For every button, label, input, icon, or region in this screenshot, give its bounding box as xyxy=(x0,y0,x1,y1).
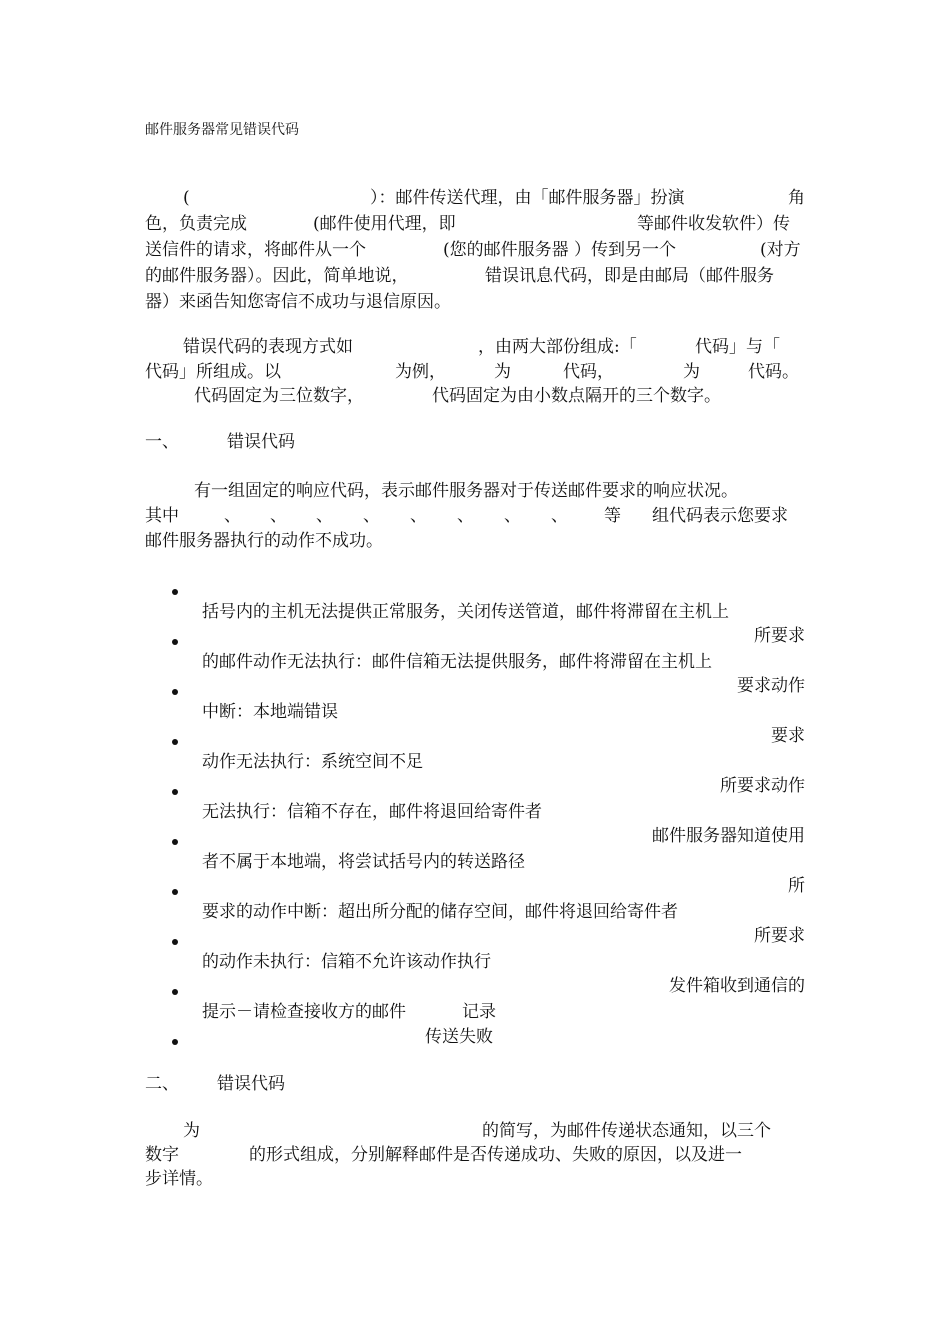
section1-number: 一、 xyxy=(145,432,179,452)
section1-para-sep: 、 xyxy=(316,506,333,526)
format-line2-a: 代码」所组成。以 xyxy=(145,362,281,382)
bullet-dot xyxy=(172,889,178,895)
intro-line1-b: ）：邮件传送代理，由「邮件服务器」扮演 xyxy=(370,188,685,208)
section1-para-line2-a: 其中 xyxy=(145,506,179,526)
bullet-6-text: 者不属于本地端，将尝试括号内的转送路径 xyxy=(202,852,525,872)
section1-para-sep: 、 xyxy=(504,506,521,526)
section1-para-line2-b: 等 xyxy=(604,506,621,526)
bullet-dot xyxy=(172,589,178,595)
section1-para-sep: 、 xyxy=(551,506,568,526)
intro-line4-a: 的邮件服务器）。因此，简单地说， xyxy=(145,266,409,286)
bullet-dot xyxy=(172,839,178,845)
bullet-7-right: 所 xyxy=(788,876,805,896)
format-line1-a: 错误代码的表现方式如 xyxy=(183,337,353,357)
bullet-3-right: 要求动作 xyxy=(737,676,805,696)
section1-para-line2-c: 组代码表示您要求 xyxy=(652,506,788,526)
format-line1-c: 代码」与「 xyxy=(695,337,780,357)
section1-para-sep: 、 xyxy=(363,506,380,526)
intro-line5: 器）来函告知您寄信不成功与退信原因。 xyxy=(145,292,451,312)
format-line1-b: ，由两大部份组成:「 xyxy=(478,337,637,357)
bullet-5-text: 无法执行：信箱不存在，邮件将退回给寄件者 xyxy=(202,802,542,822)
format-line2-f: 代码。 xyxy=(748,362,799,382)
intro-line3-a: 送信件的请求，将邮件从一个 xyxy=(145,240,366,260)
format-line2-c: 为 xyxy=(494,362,511,382)
intro-line2-a: 色，负责完成 xyxy=(145,214,247,234)
bullet-8-text: 的动作未执行：信箱不允许该动作执行 xyxy=(202,952,491,972)
section2-line1-a: 为 xyxy=(183,1121,200,1141)
bullet-9-text-b: 记录 xyxy=(462,1002,496,1022)
bullet-dot xyxy=(172,739,178,745)
bullet-9-text: 提示－请检查接收方的邮件 xyxy=(202,1002,406,1022)
intro-line3-c: (对方 xyxy=(760,240,801,260)
bullet-7-text: 要求的动作中断：超出所分配的储存空间，邮件将退回给寄件者 xyxy=(202,902,678,922)
section1-para-sep: 、 xyxy=(457,506,474,526)
bullet-dot xyxy=(172,1039,178,1045)
format-line3-b: 代码固定为由小数点隔开的三个数字。 xyxy=(432,386,721,406)
intro-line1-a: ( xyxy=(183,188,190,208)
bullet-10-text: 传送失败 xyxy=(425,1027,493,1047)
bullet-dot xyxy=(172,789,178,795)
page-title: 邮件服务器常见错误代码 xyxy=(145,122,299,138)
bullet-9-right: 发件箱收到通信的 xyxy=(669,976,805,996)
format-line3-a: 代码固定为三位数字， xyxy=(194,386,364,406)
bullet-4-text: 动作无法执行：系统空间不足 xyxy=(202,752,423,772)
section1-title: 错误代码 xyxy=(227,432,295,452)
bullet-dot xyxy=(172,689,178,695)
format-line2-b: 为例， xyxy=(395,362,446,382)
intro-line1-c: 角 xyxy=(788,188,805,208)
bullet-3-text: 中断：本地端错误 xyxy=(202,702,338,722)
bullet-dot xyxy=(172,639,178,645)
section2-title: 错误代码 xyxy=(217,1074,285,1094)
intro-line2-b: (邮件使用代理，即 xyxy=(313,214,456,234)
bullet-4-right: 要求 xyxy=(771,726,805,746)
section2-line2-b: 的形式组成，分别解释邮件是否传递成功、失败的原因，以及进一 xyxy=(249,1145,742,1165)
format-line2-e: 为 xyxy=(683,362,700,382)
bullet-1-text: 括号内的主机无法提供正常服务，关闭传送管道，邮件将滞留在主机上 xyxy=(202,602,729,622)
section1-para-line1: 有一组固定的响应代码，表示邮件服务器对于传送邮件要求的响应状况。 xyxy=(194,481,738,501)
section1-para-sep: 、 xyxy=(224,506,241,526)
intro-line3-b: (您的邮件服务器 ）传到另一个 xyxy=(443,240,677,260)
format-line2-d: 代码， xyxy=(563,362,614,382)
section2-line1-b: 的简写，为邮件传递状态通知，以三个 xyxy=(482,1121,771,1141)
bullet-6-right: 邮件服务器知道使用 xyxy=(652,826,805,846)
bullet-2-text: 的邮件动作无法执行：邮件信箱无法提供服务，邮件将滞留在主机上 xyxy=(202,652,712,672)
section2-line3: 步详情。 xyxy=(145,1169,213,1189)
section2-line2-a: 数字 xyxy=(145,1145,179,1165)
bullet-8-right: 所要求 xyxy=(754,926,805,946)
section1-para-sep: 、 xyxy=(270,506,287,526)
bullet-5-right: 所要求动作 xyxy=(720,776,805,796)
section1-para-sep: 、 xyxy=(410,506,427,526)
bullet-dot xyxy=(172,939,178,945)
bullet-dot xyxy=(172,989,178,995)
bullet-2-right: 所要求 xyxy=(754,626,805,646)
section2-number: 二、 xyxy=(145,1074,179,1094)
intro-line2-c: 等邮件收发软件）传 xyxy=(637,214,790,234)
section1-para-line3: 邮件服务器执行的动作不成功。 xyxy=(145,531,383,551)
intro-line4-b: 错误讯息代码，即是由邮局（邮件服务 xyxy=(485,266,774,286)
